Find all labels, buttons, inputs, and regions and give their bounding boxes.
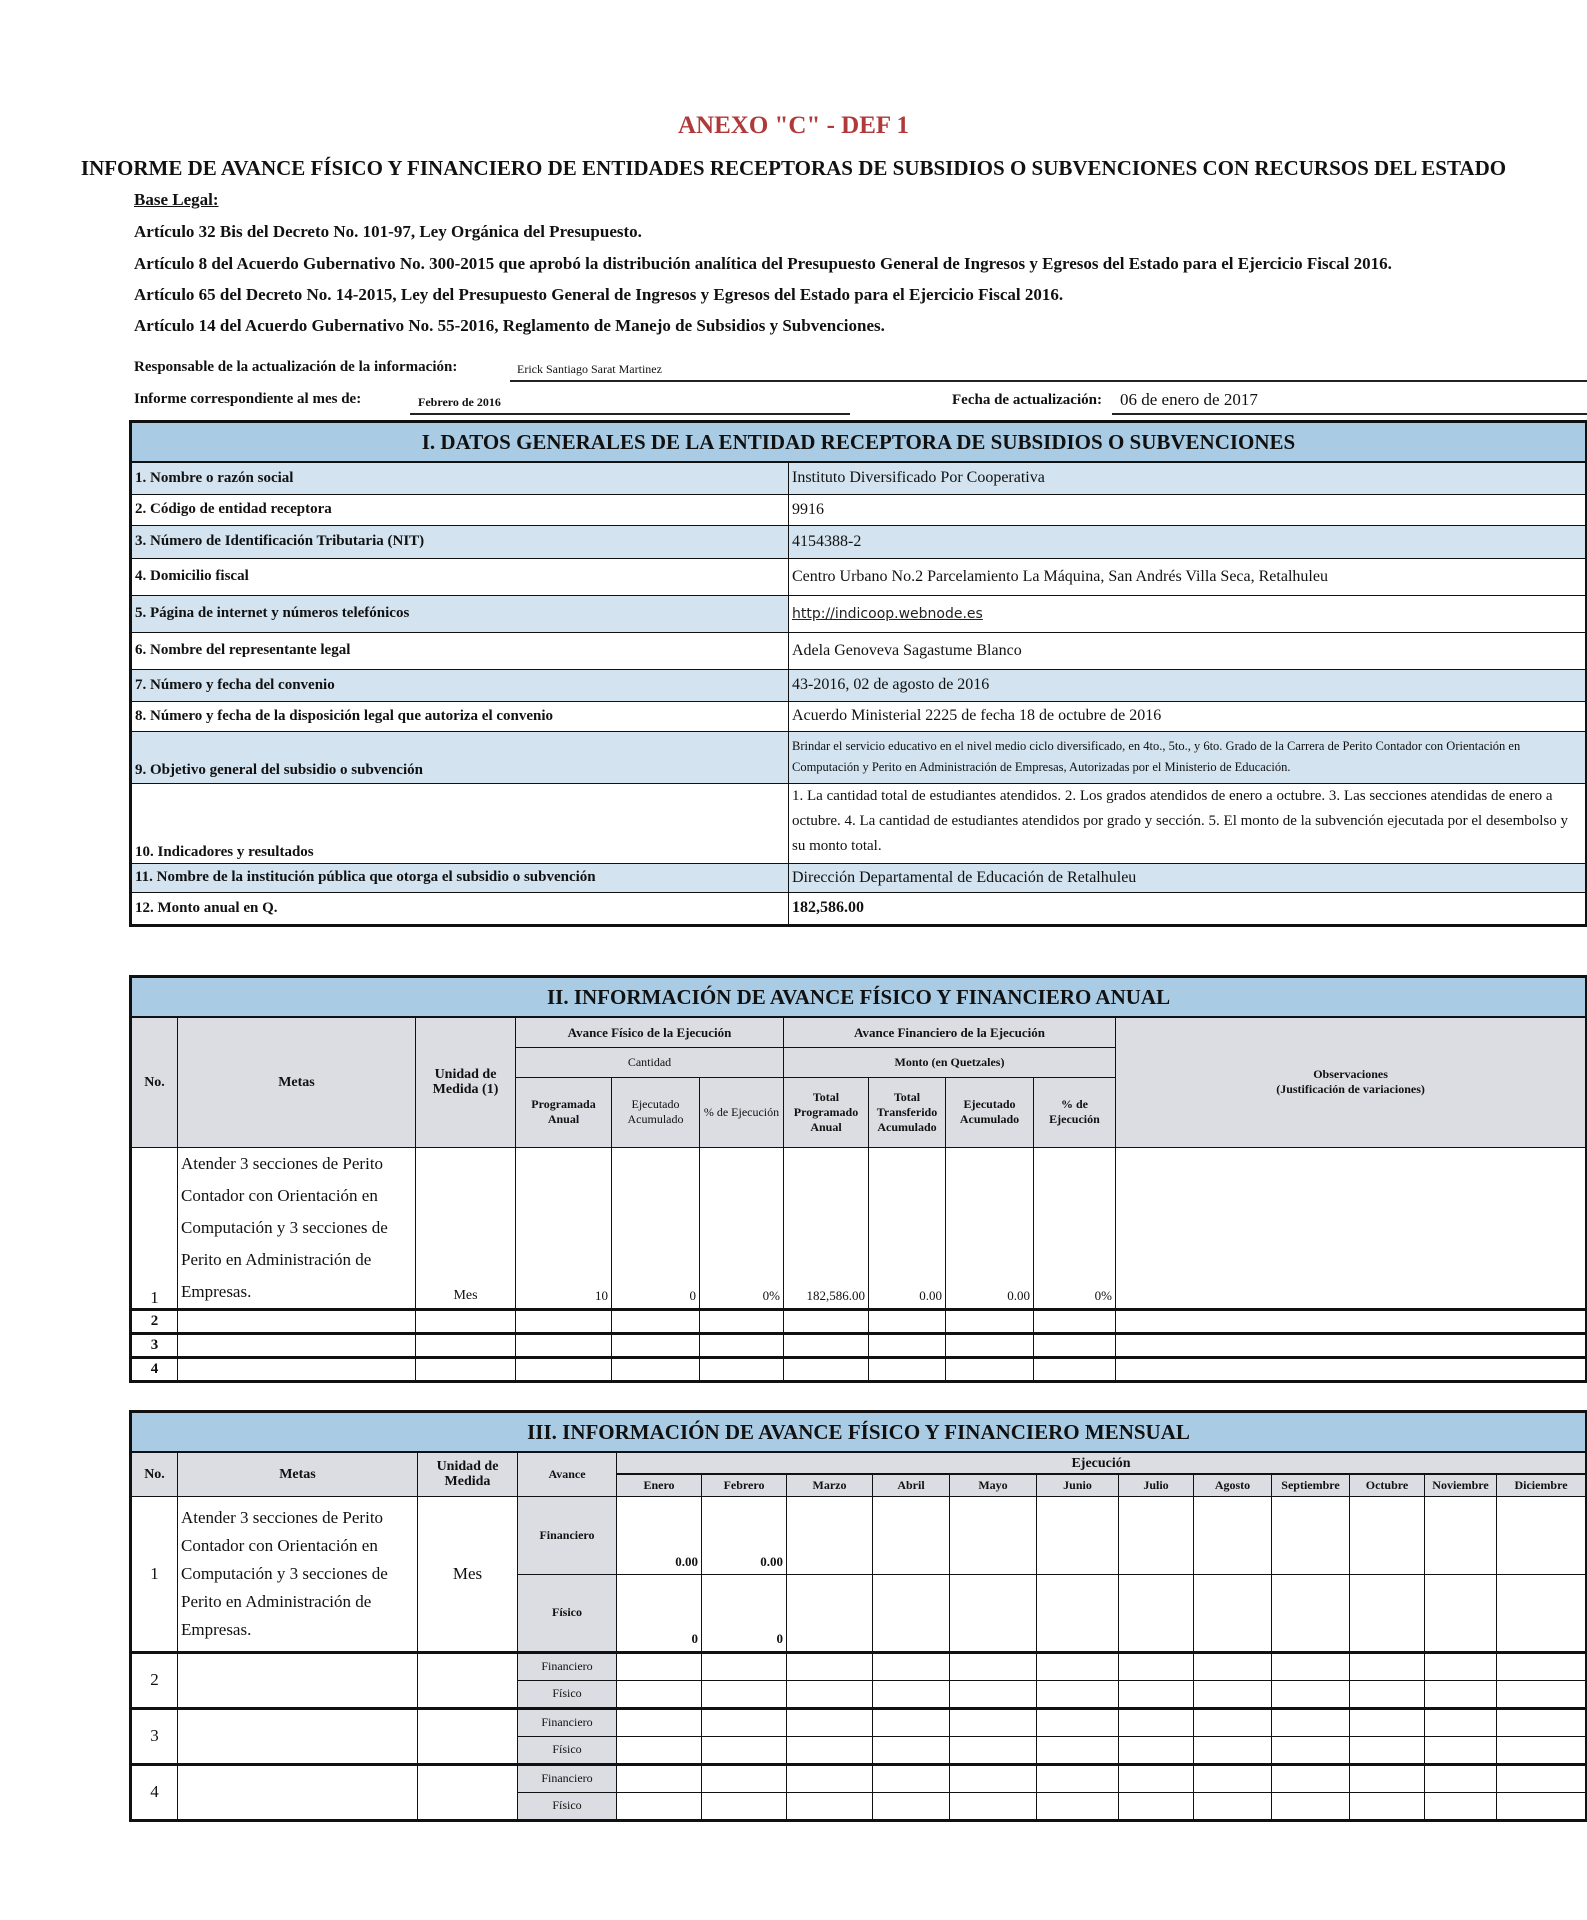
table-row — [131, 1357, 1587, 1381]
row-ejecutado-fin — [946, 1309, 1034, 1333]
row-meta — [178, 1652, 418, 1708]
responsable-underline — [510, 380, 1587, 382]
table-row — [131, 1496, 1587, 1574]
cell-financiero-septiembre — [1272, 1496, 1350, 1574]
cell-financiero-abril — [873, 1496, 950, 1574]
col-monto: Monto (en Quetzales) — [784, 1047, 1116, 1077]
website-link[interactable]: http://indicoop.webnode.es — [792, 605, 983, 622]
row-pct-fin — [1034, 1333, 1116, 1357]
field-label: 12. Monto anual en Q. — [131, 892, 789, 925]
legal-line-4: Artículo 14 del Acuerdo Gubernativo No. 55-2016, Reglamento de Manejo de Subsidios y Subvenciones. — [134, 316, 885, 335]
table-row — [131, 1708, 1587, 1736]
row-meta — [178, 1333, 416, 1357]
data-row — [131, 462, 1587, 494]
data-row — [131, 525, 1587, 558]
col-month-septiembre: Septiembre — [1272, 1474, 1350, 1496]
mes-underline — [410, 413, 850, 415]
data-row — [131, 632, 1587, 669]
fecha-value: 06 de enero de 2017 — [1120, 390, 1258, 409]
cell-fisico-mayo — [950, 1574, 1037, 1652]
col-month-agosto: Agosto — [1194, 1474, 1272, 1496]
col-avance: Avance — [518, 1452, 617, 1496]
row-no: 4 — [131, 1357, 178, 1381]
row-observaciones — [1116, 1309, 1587, 1333]
row-ejecutado — [612, 1309, 700, 1333]
cell-financiero-noviembre — [1425, 1496, 1497, 1574]
field-value: Brindar el servicio educativo en el nivel medio ciclo diversificado, en 4to., 5to., y 6to. Grado de la Carrera de Perito Contador con Orientación en Computación y Perito en Administración de Empresas, Autorizadas por el Ministerio de Educación. — [789, 731, 1587, 783]
field-value: 9916 — [789, 494, 1587, 525]
cell-financiero-febrero: 0.00 — [702, 1496, 787, 1574]
col-month-abril: Abril — [873, 1474, 950, 1496]
section1-title: I. DATOS GENERALES DE LA ENTIDAD RECEPTORA DE SUBSIDIOS O SUBVENCIONES — [131, 422, 1587, 463]
row-pct-fin — [1034, 1309, 1116, 1333]
row-unidad: Mes — [418, 1496, 518, 1652]
col-month-octubre: Octubre — [1350, 1474, 1425, 1496]
row-unidad — [416, 1357, 516, 1381]
avance-fisico-label: Físico — [518, 1792, 617, 1820]
row-pct-fin: 0% — [1034, 1147, 1116, 1309]
avance-financiero-label: Financiero — [518, 1652, 617, 1680]
field-value: 43-2016, 02 de agosto de 2016 — [789, 669, 1587, 701]
row-total-transferido — [869, 1333, 946, 1357]
field-label: 3. Número de Identificación Tributaria (NIT) — [131, 525, 789, 558]
mes-label: Informe correspondiente al mes de: — [134, 391, 362, 407]
field-value: Dirección Departamental de Educación de Retalhuleu — [789, 863, 1587, 892]
mes-value: Febrero de 2016 — [418, 395, 501, 409]
base-legal-label: Base Legal: — [134, 190, 219, 209]
col-ejecutado-acumulado: Ejecutado Acumulado — [612, 1077, 700, 1147]
col-month-enero: Enero — [617, 1474, 702, 1496]
field-value: Adela Genoveva Sagastume Blanco — [789, 632, 1587, 669]
row-total-transferido — [869, 1309, 946, 1333]
row-pct — [700, 1309, 784, 1333]
row-programada — [516, 1333, 612, 1357]
row-pct — [700, 1333, 784, 1357]
col-total-transferido: Total Transferido Acumulado — [869, 1077, 946, 1147]
row-unidad — [418, 1652, 518, 1708]
row-no: 1 — [131, 1147, 178, 1309]
cell-fisico-octubre — [1350, 1574, 1425, 1652]
cell-fisico-enero: 0 — [617, 1574, 702, 1652]
website-link-cell — [789, 595, 1587, 632]
field-label: 9. Objetivo general del subsidio o subvención — [131, 731, 789, 783]
col-unidad: Unidad de Medida — [418, 1452, 518, 1496]
row-total-programado — [784, 1333, 869, 1357]
col-pct-ejecucion: % de Ejecución — [700, 1077, 784, 1147]
row-ejecutado-fin — [946, 1333, 1034, 1357]
col-total-programado: Total Programado Anual — [784, 1077, 869, 1147]
row-observaciones — [1116, 1333, 1587, 1357]
cell-fisico-agosto — [1194, 1574, 1272, 1652]
field-value: 1. La cantidad total de estudiantes atendidos. 2. Los grados atendidos de enero a octubre. 3. Las secciones atendidas de enero a octubre. 4. La cantidad de estudiantes atendidos por grado y sección. 5. El monto de la subvención ejecutada por el desembolso y su monto total. — [789, 783, 1587, 863]
col-ejecutado-fin: Ejecutado Acumulado — [946, 1077, 1034, 1147]
row-ejecutado — [612, 1333, 700, 1357]
data-row — [131, 595, 1587, 632]
row-programada: 10 — [516, 1147, 612, 1309]
col-month-diciembre: Diciembre — [1497, 1474, 1587, 1496]
field-label: 10. Indicadores y resultados — [131, 783, 789, 863]
row-programada — [516, 1309, 612, 1333]
row-meta — [178, 1764, 418, 1820]
col-observaciones — [1116, 1017, 1587, 1147]
data-row — [131, 494, 1587, 525]
observaciones-sublabel: (Justificación de variaciones) — [1276, 1082, 1425, 1097]
observaciones-label: Observaciones — [1313, 1067, 1388, 1082]
fecha-underline — [1112, 413, 1587, 415]
row-total-programado — [784, 1309, 869, 1333]
col-cantidad: Cantidad — [516, 1047, 784, 1077]
col-month-marzo: Marzo — [787, 1474, 873, 1496]
section3-table — [129, 1410, 1587, 1822]
row-total-programado: 182,586.00 — [784, 1147, 869, 1309]
cell-financiero-diciembre — [1497, 1496, 1587, 1574]
col-group-financiero: Avance Financiero de la Ejecución — [784, 1017, 1116, 1047]
row-programada — [516, 1357, 612, 1381]
col-month-febrero: Febrero — [702, 1474, 787, 1496]
avance-fisico-label: Físico — [518, 1680, 617, 1708]
row-pct: 0% — [700, 1147, 784, 1309]
row-unidad — [416, 1309, 516, 1333]
row-observaciones — [1116, 1357, 1587, 1381]
cell-fisico-septiembre — [1272, 1574, 1350, 1652]
col-metas: Metas — [178, 1017, 416, 1147]
row-meta — [178, 1708, 418, 1764]
field-label: 11. Nombre de la institución pública que otorga el subsidio o subvención — [131, 863, 789, 892]
field-label: 5. Página de internet y números telefónicos — [131, 595, 789, 632]
cell-financiero-junio — [1037, 1496, 1119, 1574]
cell-fisico-marzo — [787, 1574, 873, 1652]
row-meta — [178, 1309, 416, 1333]
cell-fisico-diciembre — [1497, 1574, 1587, 1652]
row-total-programado — [784, 1357, 869, 1381]
legal-line-3: Artículo 65 del Decreto No. 14-2015, Ley del Presupuesto General de Ingresos y Egresos del Estado para el Ejercicio Fiscal 2016. — [134, 285, 1064, 304]
annex-title: ANEXO "C" - DEF 1 — [678, 112, 909, 139]
col-month-junio: Junio — [1037, 1474, 1119, 1496]
row-meta: Atender 3 secciones de Perito Contador con Orientación en Computación y 3 secciones de Perito en Administración de Empresas. — [178, 1147, 416, 1309]
row-ejecutado-fin — [946, 1357, 1034, 1381]
table-row — [131, 1147, 1587, 1309]
avance-fisico-label: Físico — [518, 1736, 617, 1764]
field-label: 4. Domicilio fiscal — [131, 558, 789, 595]
col-no: No. — [131, 1017, 178, 1147]
row-total-transferido — [869, 1357, 946, 1381]
field-value: Acuerdo Ministerial 2225 de fecha 18 de octubre de 2016 — [789, 701, 1587, 731]
section1-table — [129, 420, 1587, 927]
responsable-value: Erick Santiago Sarat Martinez — [517, 362, 662, 376]
table-row — [131, 1764, 1587, 1792]
section3-title: III. INFORMACIÓN DE AVANCE FÍSICO Y FINANCIERO MENSUAL — [131, 1412, 1587, 1453]
cell-financiero-julio — [1119, 1496, 1194, 1574]
field-label: 2. Código de entidad receptora — [131, 494, 789, 525]
field-value: Instituto Diversificado Por Cooperativa — [789, 462, 1587, 494]
col-metas: Metas — [178, 1452, 418, 1496]
row-meta — [178, 1357, 416, 1381]
report-title: INFORME DE AVANCE FÍSICO Y FINANCIERO DE ENTIDADES RECEPTORAS DE SUBSIDIOS O SUBVENCIONES CON RECURSOS DEL ESTADO — [80, 156, 1507, 180]
cell-financiero-mayo — [950, 1496, 1037, 1574]
data-row — [131, 558, 1587, 595]
section2-title: II. INFORMACIÓN DE AVANCE FÍSICO Y FINANCIERO ANUAL — [131, 977, 1587, 1018]
row-no: 1 — [131, 1496, 178, 1652]
table-row — [131, 1652, 1587, 1680]
row-no: 4 — [131, 1764, 178, 1820]
avance-fisico-label: Físico — [518, 1574, 617, 1652]
col-group-ejecucion: Ejecución — [617, 1452, 1587, 1474]
field-value: Centro Urbano No.2 Parcelamiento La Máquina, San Andrés Villa Seca, Retalhuleu — [789, 558, 1587, 595]
row-total-transferido: 0.00 — [869, 1147, 946, 1309]
field-value: 182,586.00 — [789, 892, 1587, 925]
row-no: 2 — [131, 1652, 178, 1708]
col-unidad: Unidad de Medida (1) — [416, 1017, 516, 1147]
section2-table — [129, 975, 1587, 1383]
cell-fisico-abril — [873, 1574, 950, 1652]
col-month-noviembre: Noviembre — [1425, 1474, 1497, 1496]
col-month-julio: Julio — [1119, 1474, 1194, 1496]
cell-fisico-julio — [1119, 1574, 1194, 1652]
row-no: 2 — [131, 1309, 178, 1333]
row-ejecutado — [612, 1357, 700, 1381]
field-value: 4154388-2 — [789, 525, 1587, 558]
avance-financiero-label: Financiero — [518, 1764, 617, 1792]
row-meta: Atender 3 secciones de Perito Contador con Orientación en Computación y 3 secciones de Perito en Administración de Empresas. — [178, 1496, 418, 1652]
fecha-label: Fecha de actualización: — [952, 392, 1102, 408]
field-label: 6. Nombre del representante legal — [131, 632, 789, 669]
field-label: 7. Número y fecha del convenio — [131, 669, 789, 701]
table-row — [131, 1309, 1587, 1333]
cell-fisico-noviembre — [1425, 1574, 1497, 1652]
legal-line-2: Artículo 8 del Acuerdo Gubernativo No. 300-2015 que aprobó la distribución analítica del Presupuesto General de Ingresos y Egresos del Estado para el Ejercicio Fiscal 2016. — [134, 254, 1392, 273]
row-unidad — [418, 1764, 518, 1820]
data-row — [131, 783, 1587, 863]
data-row — [131, 731, 1587, 783]
field-label: 1. Nombre o razón social — [131, 462, 789, 494]
col-programada-anual: Programada Anual — [516, 1077, 612, 1147]
legal-line-1: Artículo 32 Bis del Decreto No. 101-97, Ley Orgánica del Presupuesto. — [134, 222, 642, 241]
cell-financiero-octubre — [1350, 1496, 1425, 1574]
col-month-mayo: Mayo — [950, 1474, 1037, 1496]
col-group-fisico: Avance Físico de la Ejecución — [516, 1017, 784, 1047]
row-unidad — [416, 1333, 516, 1357]
avance-financiero-label: Financiero — [518, 1496, 617, 1574]
data-row — [131, 701, 1587, 731]
row-no: 3 — [131, 1333, 178, 1357]
col-pct-fin: % de Ejecución — [1034, 1077, 1116, 1147]
field-label: 8. Número y fecha de la disposición legal que autoriza el convenio — [131, 701, 789, 731]
col-no: No. — [131, 1452, 178, 1496]
row-pct — [700, 1357, 784, 1381]
responsable-label: Responsable de la actualización de la información: — [134, 359, 458, 375]
row-ejecutado: 0 — [612, 1147, 700, 1309]
data-row — [131, 669, 1587, 701]
cell-fisico-junio — [1037, 1574, 1119, 1652]
row-unidad: Mes — [416, 1147, 516, 1309]
row-ejecutado-fin: 0.00 — [946, 1147, 1034, 1309]
table-row — [131, 1333, 1587, 1357]
data-row — [131, 892, 1587, 925]
row-unidad — [418, 1708, 518, 1764]
data-row — [131, 863, 1587, 892]
row-pct-fin — [1034, 1357, 1116, 1381]
cell-fisico-febrero: 0 — [702, 1574, 787, 1652]
row-observaciones — [1116, 1147, 1587, 1309]
cell-financiero-marzo — [787, 1496, 873, 1574]
cell-financiero-enero: 0.00 — [617, 1496, 702, 1574]
row-no: 3 — [131, 1708, 178, 1764]
avance-financiero-label: Financiero — [518, 1708, 617, 1736]
cell-financiero-agosto — [1194, 1496, 1272, 1574]
